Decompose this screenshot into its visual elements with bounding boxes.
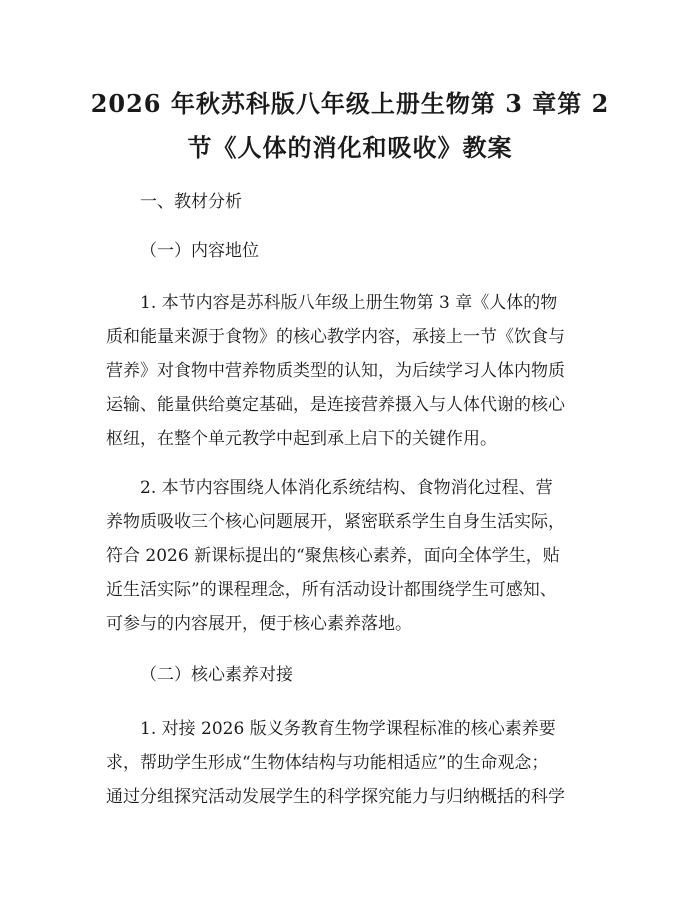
paragraph-2 <box>106 471 600 641</box>
paragraph-2-line: 养物质吸收三个核心问题展开，紧密联系学生自身生活实际， <box>106 512 565 532</box>
subsection-heading-core-literacy: （二）核心素养对接 <box>140 665 293 685</box>
paragraph-1-line: 运输、能量供给奠定基础，是连接营养摄入与人体代谢的核心 <box>106 395 565 415</box>
paragraph-2-line: 可参与的内容展开，便于核心素养落地。 <box>106 614 412 634</box>
paragraph-1-line: 营养》对食物中营养物质类型的认知，为后续学习人体内物质 <box>106 361 565 381</box>
title-line-2: 节《人体的消化和吸收》教案 <box>187 133 513 162</box>
paragraph-1-line: 质和能量来源于食物》的核心教学内容，承接上一节《饮食与 <box>106 327 565 347</box>
paragraph-3-line: 求，帮助学生形成“生物体结构与功能相适应”的生命观念； <box>106 753 549 773</box>
paragraph-2-line: 符合 2026 新课标提出的“聚焦核心素养，面向全体学生，贴 <box>106 546 560 566</box>
subsection-heading-content-position: （一）内容地位 <box>140 241 259 261</box>
paragraph-1-line: 枢纽，在整个单元教学中起到承上启下的关键作用。 <box>106 429 497 449</box>
document-title <box>80 82 620 170</box>
title-line-1: 2026 年秋苏科版八年级上册生物第 3 章第 2 <box>90 89 610 118</box>
paragraph-3-line: 通过分组探究活动发展学生的科学探究能力与归纳概括的科学 <box>106 787 565 807</box>
paragraph-2-line: 近生活实际”的课程理念，所有活动设计都围绕学生可感知、 <box>106 580 557 600</box>
paragraph-1 <box>106 286 600 456</box>
paragraph-3 <box>106 712 600 814</box>
paragraph-1-line: 1. 本节内容是苏科版八年级上册生物第 3 章《人体的物 <box>140 293 558 313</box>
paragraph-2-line: 2. 本节内容围绕人体消化系统结构、食物消化过程、营 <box>140 478 553 498</box>
paragraph-3-line: 1. 对接 2026 版义务教育生物学课程标准的核心素养要 <box>140 719 556 739</box>
section-heading-teaching-material-analysis: 一、教材分析 <box>140 192 242 212</box>
